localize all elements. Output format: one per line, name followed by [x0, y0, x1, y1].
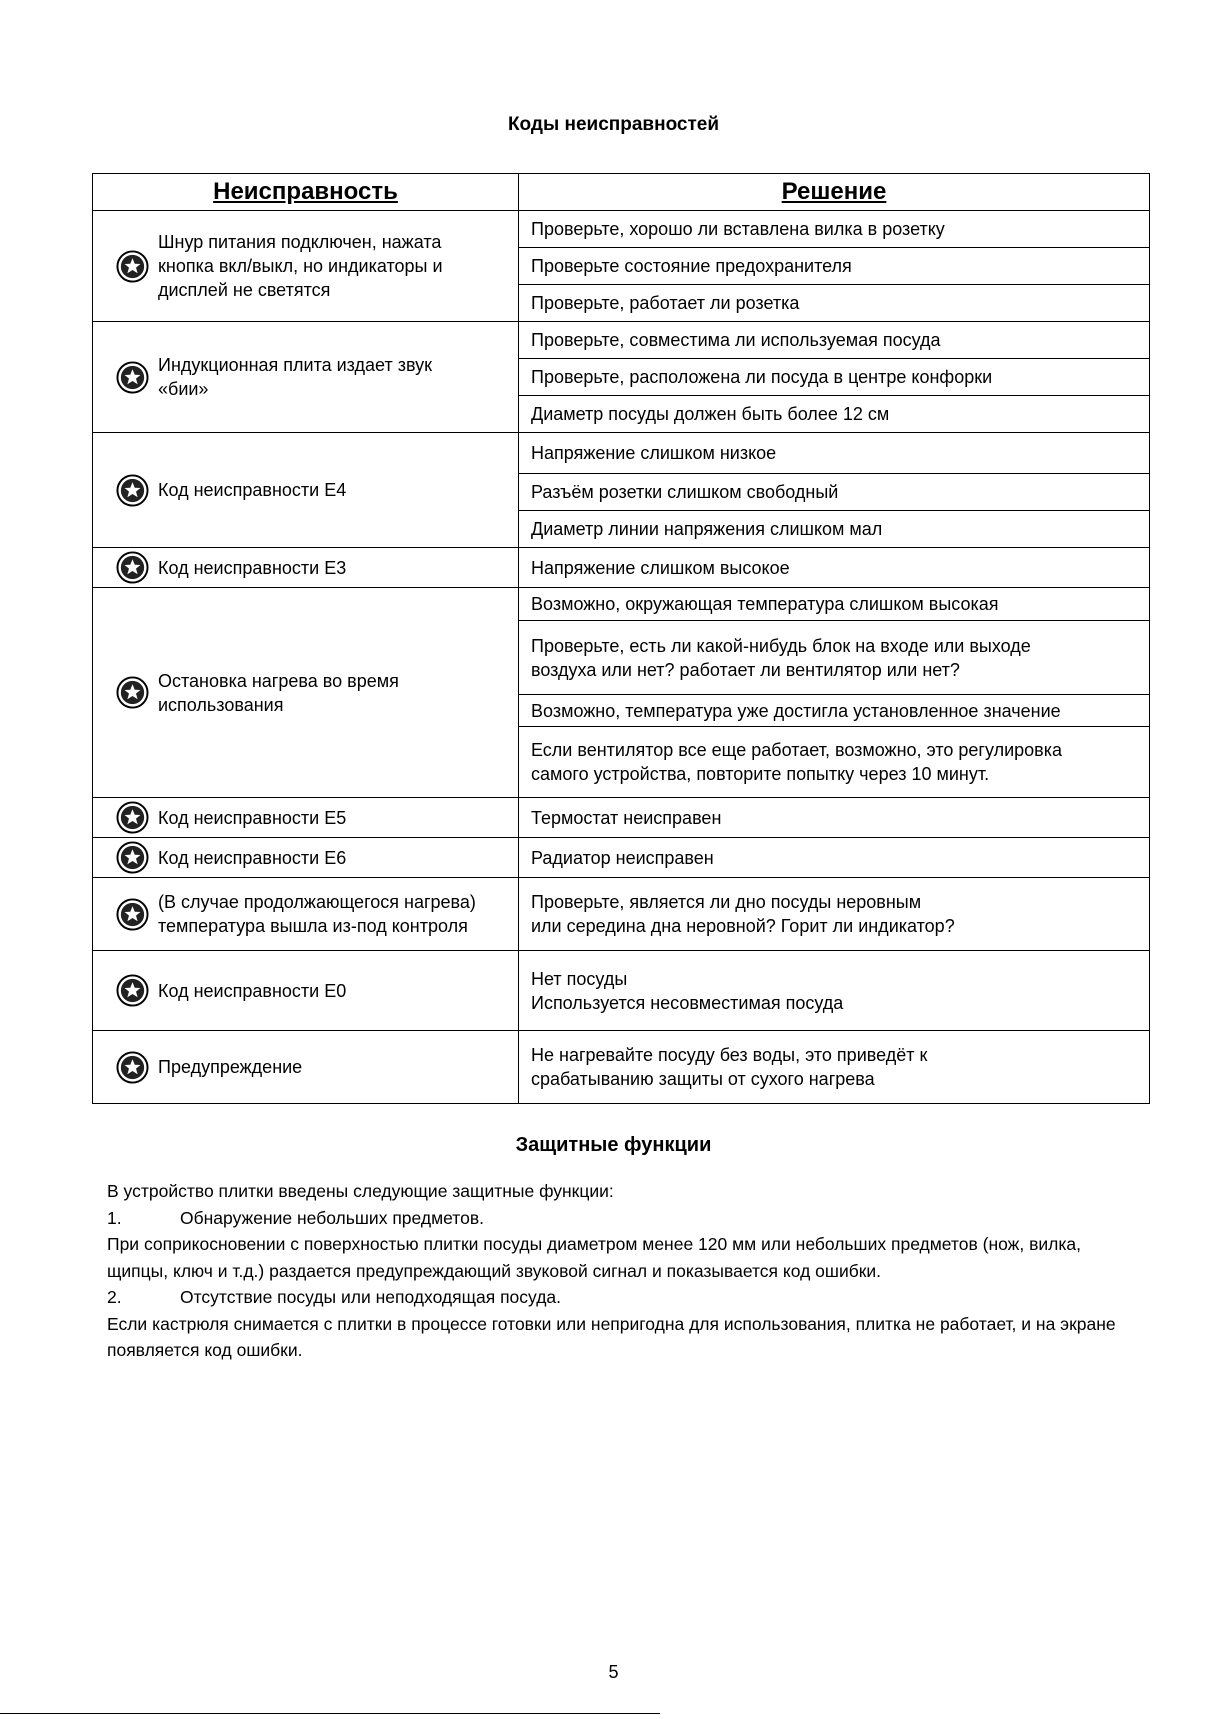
protection-intro: В устройство плитки введены следующие защитные функции:	[107, 1181, 614, 1201]
problem-content	[93, 974, 518, 1007]
problem-text: Код неисправности E5	[158, 807, 347, 828]
table-row	[93, 548, 1150, 588]
protection-item-2-text: Если кастрюля снимается с плитки в процессе готовки или непригодна для использования, плитка не работает, и на экране появляется код ошибки.	[107, 1313, 1116, 1360]
table-row	[93, 211, 1150, 248]
table-row	[93, 798, 1150, 838]
solution-cell: Термостат неисправен	[519, 798, 1150, 838]
problem-cell	[93, 588, 519, 798]
solution-cell: Радиатор неисправен	[519, 838, 1150, 878]
solution-cell: Проверьте, расположена ли посуда в центре конфорки	[519, 359, 1150, 396]
header-solution: Решение	[519, 174, 1150, 211]
star-circle-icon	[116, 551, 149, 584]
item-number: 2.	[107, 1287, 122, 1307]
star-circle-icon	[116, 841, 149, 874]
solution-cell: Напряжение слишком высокое	[519, 548, 1150, 588]
solution-cell: Напряжение слишком низкое	[519, 433, 1150, 474]
solution-cell: Проверьте, является ли дно посуды неровным или середина дна неровной? Горит ли индикатор?	[519, 878, 1150, 951]
solution-cell: Возможно, окружающая температура слишком высокая	[519, 588, 1150, 621]
table-row	[93, 951, 1150, 1031]
solution-cell: Проверьте, работает ли розетка	[519, 285, 1150, 322]
item-number: 1.	[107, 1207, 122, 1228]
problem-cell	[93, 548, 519, 588]
fault-codes-table	[92, 173, 1150, 1104]
problem-cell	[93, 798, 519, 838]
star-circle-icon	[116, 898, 149, 931]
problem-cell	[93, 211, 519, 322]
page-title: Коды неисправностей	[507, 114, 720, 135]
problem-content	[93, 1051, 518, 1084]
solution-cell: Проверьте, есть ли какой-нибудь блок на входе или выходе воздуха или нет? работает ли вентилятор или нет?	[519, 621, 1150, 695]
solution-cell: Проверьте состояние предохранителя	[519, 248, 1150, 285]
problem-content	[93, 801, 518, 834]
star-circle-icon	[116, 974, 149, 1007]
solution-cell: Возможно, температура уже достигла установленное значение	[519, 695, 1150, 727]
table-row	[93, 322, 1150, 359]
star-circle-icon	[116, 250, 149, 283]
problem-text: Предупреждение	[158, 1057, 303, 1077]
protection-item-1	[107, 1205, 1137, 1232]
problem-text: Индукционная плита издает звук «бии»	[158, 355, 433, 399]
problem-cell	[93, 1031, 519, 1104]
protection-text	[107, 1178, 1137, 1364]
problem-content	[93, 230, 518, 302]
problem-content	[93, 353, 518, 401]
star-circle-icon	[116, 801, 149, 834]
solution-cell: Не нагревайте посуду без воды, это приведёт к срабатыванию защиты от сухого нагрева	[519, 1031, 1150, 1104]
table-row	[93, 878, 1150, 951]
page-number: 5	[608, 1662, 619, 1682]
star-circle-icon	[116, 361, 149, 394]
table-row	[93, 433, 1150, 474]
table-row	[93, 1031, 1150, 1104]
solution-cell: Диаметр посуды должен быть более 12 см	[519, 396, 1150, 433]
problem-text: Код неисправности E0	[158, 980, 347, 1001]
solution-cell: Нет посуды Используется несовместимая посуда	[519, 951, 1150, 1031]
problem-content	[93, 890, 518, 938]
solution-cell: Если вентилятор все еще работает, возможно, это регулировка самого устройства, повторите попытку через 10 минут.	[519, 727, 1150, 798]
protection-item-1-text: При соприкосновении с поверхностью плитки посуды диаметром менее 120 мм или небольших предметов (нож, вилка, щипцы, ключ и т.д.) раздается предупреждающий звуковой сигнал и показывается код ошибки.	[107, 1234, 1082, 1281]
problem-text: Код неисправности E3	[158, 557, 347, 578]
star-circle-icon	[116, 474, 149, 507]
table-row	[93, 838, 1150, 878]
problem-text: Остановка нагрева во время использования	[158, 670, 399, 715]
solution-cell: Проверьте, совместима ли используемая посуда	[519, 322, 1150, 359]
problem-cell	[93, 433, 519, 548]
problem-text: Код неисправности E6	[158, 847, 347, 868]
problem-cell	[93, 951, 519, 1031]
problem-cell	[93, 838, 519, 878]
solution-cell: Диаметр линии напряжения слишком мал	[519, 511, 1150, 548]
problem-content	[93, 551, 518, 584]
problem-cell	[93, 878, 519, 951]
footer-divider	[0, 1713, 660, 1714]
protection-title: Защитные функции	[515, 1134, 712, 1156]
item-title: Отсутствие посуды или неподходящая посуда.	[180, 1287, 562, 1307]
item-title: Обнаружение небольших предметов.	[180, 1207, 484, 1228]
problem-text: Код неисправности E4	[158, 480, 347, 500]
problem-cell	[93, 322, 519, 433]
star-circle-icon	[116, 676, 149, 709]
problem-text: Шнур питания подключен, нажата кнопка вкл/выкл, но индикаторы и дисплей не светятся	[158, 232, 443, 300]
problem-content	[93, 474, 518, 507]
solution-cell: Разъём розетки слишком свободный	[519, 474, 1150, 511]
solution-cell: Проверьте, хорошо ли вставлена вилка в розетку	[519, 211, 1150, 248]
problem-text: (В случае продолжающегося нагрева) температура вышла из-под контроля	[158, 892, 476, 936]
problem-content	[93, 841, 518, 874]
protection-item-2	[107, 1284, 1137, 1311]
header-problem: Неисправность	[93, 174, 519, 211]
problem-content	[93, 669, 518, 717]
table-row	[93, 588, 1150, 621]
star-circle-icon	[116, 1051, 149, 1084]
